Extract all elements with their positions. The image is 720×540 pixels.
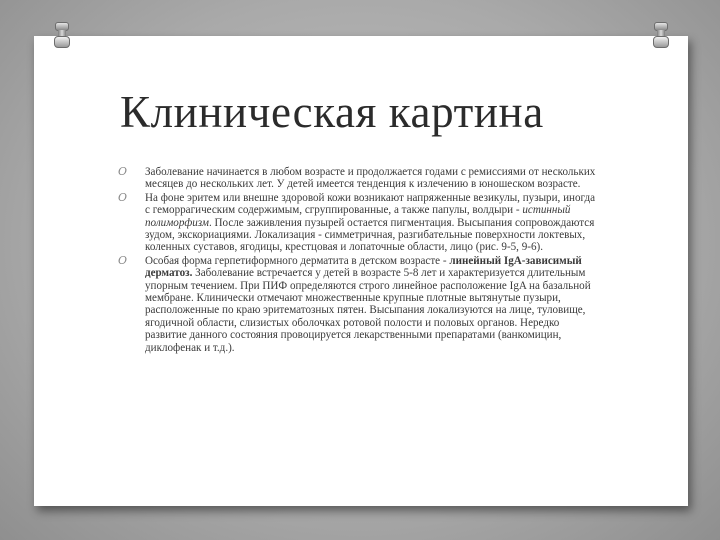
bullet-item (118, 166, 600, 191)
bullet-item (118, 192, 600, 254)
bullet-emphasis: истинный полиморфизм (145, 204, 571, 229)
bullet-strong: линейный IgA-зависимый дерматоз. (145, 254, 582, 280)
pin-icon (654, 22, 668, 48)
bullet-icon: O (118, 253, 128, 267)
bullet-list (118, 166, 600, 355)
pin-icon (55, 22, 69, 48)
bullet-icon: O (118, 165, 128, 178)
slide-title: Клиническая картина (120, 87, 544, 137)
bullet-text: Заболевание встречается у детей в возрасте 5-8 лет и характеризуется длительным упорным течением. При ПИФ определяются строго линейное расположение IgA на базальной мембране. Клинически отмечают множественные крупные плотные вытянутые пузыри, расположенные по краю эритематозных пятен. Высыпания локализуются на лице, туловище, ягодичной области, слизистых оболочках ротовой полости и половых органов. Нередко развитие данного состояния провоцируется лекарственными препаратами (ванкомицин, диклофенак и т.д.). (145, 267, 591, 354)
bullet-text: Особая форма герпетиформного дерматита в детском возрасте - (145, 254, 450, 267)
bullet-item (118, 255, 600, 354)
bullet-icon: O (118, 190, 128, 204)
bullet-text: . После заживления пузырей остается пигментация. Высыпания сопровождаются зудом, экскориациями. Локализация - симметричная, разгибательные поверхности локтевых, коленных суставов, ягодицы, крестцовая и лопаточные области, лицо (рис. 9-5, 9-6). (145, 216, 595, 254)
bullet-text: Заболевание начинается в любом возрасте и продолжается годами с ремиссиями от нескольких месяцев до нескольких лет. У детей имеется тенденция к излечению в юношеском возрасте. (145, 166, 596, 191)
bullet-text: На фоне эритем или внешне здоровой кожи возникают напряженные везикулы, пузыри, иногда с геморрагическим содержимым, сгруппированные, а также папулы, волдыри - (145, 191, 596, 217)
